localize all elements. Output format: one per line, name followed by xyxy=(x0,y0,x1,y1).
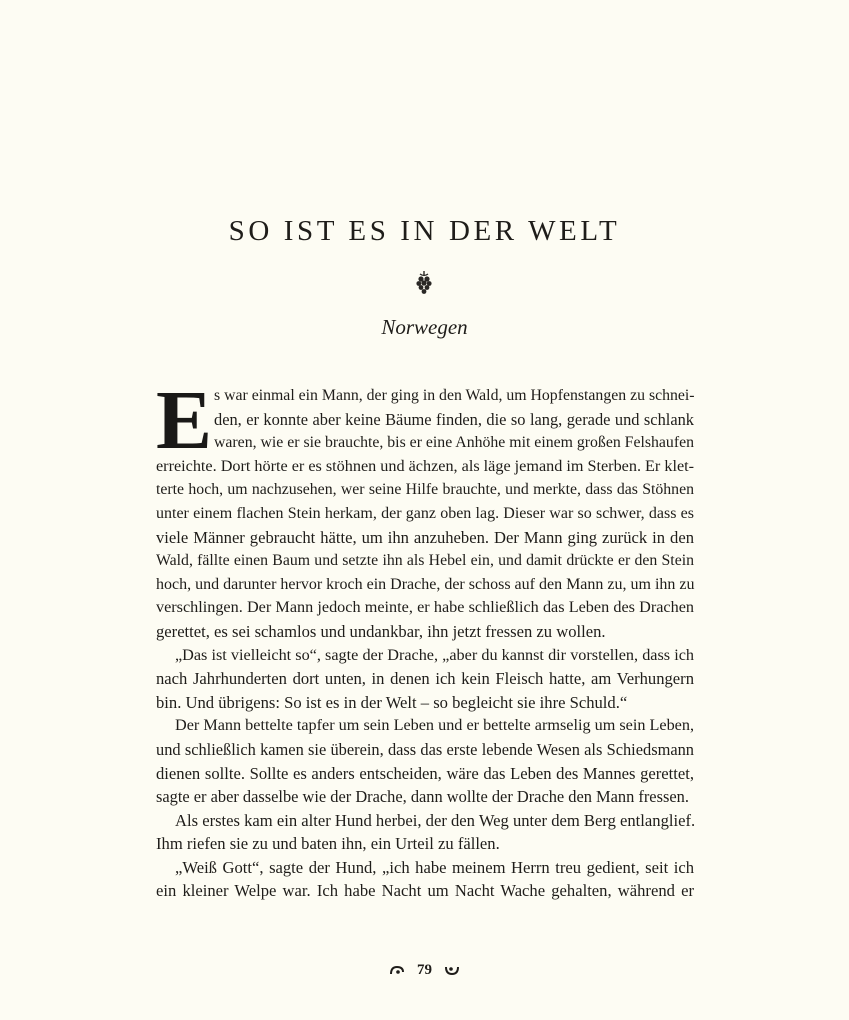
text-line: „Das ist vielleicht so“, sagte der Drache, „aber du kannst dir vorstellen, dass ich xyxy=(175,645,694,664)
text-line: den, er konnte aber keine Bäume finden, die so lang, gerade und schlank xyxy=(214,409,694,429)
text-line: Ihm riefen sie zu und baten ihn, ein Urteil zu fällen. xyxy=(156,834,500,854)
text-line: hoch, und darunter hervor kroch ein Drache, der schoss auf den Mann zu, um ihn zu xyxy=(156,575,695,593)
page-footer xyxy=(0,959,849,980)
text-line: Wald, fällte einen Baum und setzte ihn als Hebel ein, und damit drückte er den Stein xyxy=(156,552,694,570)
text-line: sagte er aber dasselbe wie der Drache, dann wollte der Drache den Mann fressen. xyxy=(156,787,689,807)
text-line: ein kleiner Welpe war. Ich habe Nacht um Nacht Wache gehalten, während er xyxy=(156,881,694,901)
text-line: Als erstes kam ein alter Hund herbei, der den Weg unter dem Berg entlanglief. xyxy=(175,810,696,830)
text-line: erreichte. Dort hörte er es stöhnen und ächzen, als läge jemand im Sterben. Er klet- xyxy=(156,456,695,475)
text-line: gerettet, es sei schamlos und undankbar, ihn jetzt fressen zu wollen. xyxy=(156,621,606,641)
text-line: dienen sollte. Sollte es anders entscheiden, wäre das Leben des Mannes gerettet, xyxy=(156,763,694,783)
text-line: verschlingen. Der Mann jedoch meinte, er habe schließlich das Leben des Drachen xyxy=(156,598,694,617)
text-line: terte hoch, um nachzusehen, wer seine Hilfe brauchte, und merkte, dass das Stöhnen xyxy=(156,481,694,499)
text-line: unter einem flachen Stein herkam, der ganz oben lag. Dieser war so schwer, dass es xyxy=(156,504,694,522)
page-number: 79 xyxy=(417,961,432,978)
text-line: viele Männer gebraucht hätte, um ihn anzuheben. Der Mann ging zurück in den xyxy=(156,527,694,547)
text-line: Der Mann bettelte tapfer um sein Leben und er bettelte armselig um sein Leben, xyxy=(175,716,694,735)
text-line: „Weiß Gott“, sagte der Hund, „ich habe meinem Herrn treu gedient, seit ich xyxy=(175,857,694,877)
curl-left-icon xyxy=(389,964,405,976)
curl-right-icon xyxy=(444,964,460,976)
drop-cap-letter: E xyxy=(156,374,213,467)
story-text xyxy=(156,374,696,903)
text-line: bin. Und übrigens: So ist es in der Welt – so begleicht sie ihre Schuld.“ xyxy=(156,692,628,712)
text-line: und schließlich kamen sie überein, dass das erste lebende Wesen als Schiedsmann xyxy=(156,739,694,759)
chapter-title: SO IST ES IN DER WELT xyxy=(228,215,621,247)
chapter-subtitle: Norwegen xyxy=(381,315,468,339)
drop-cap xyxy=(156,374,213,467)
pinecone-icon xyxy=(414,270,434,296)
text-line: waren, wie er sie brauchte, bis er eine Anhöhe mit einem großen Felshaufen xyxy=(214,434,694,452)
text-line: s war einmal ein Mann, der ging in den Wald, um Hopfenstangen zu schnei- xyxy=(214,387,695,404)
text-line: nach Jahrhunderten dort unten, in denen ich kein Fleisch hatte, am Verhungern xyxy=(156,669,694,689)
